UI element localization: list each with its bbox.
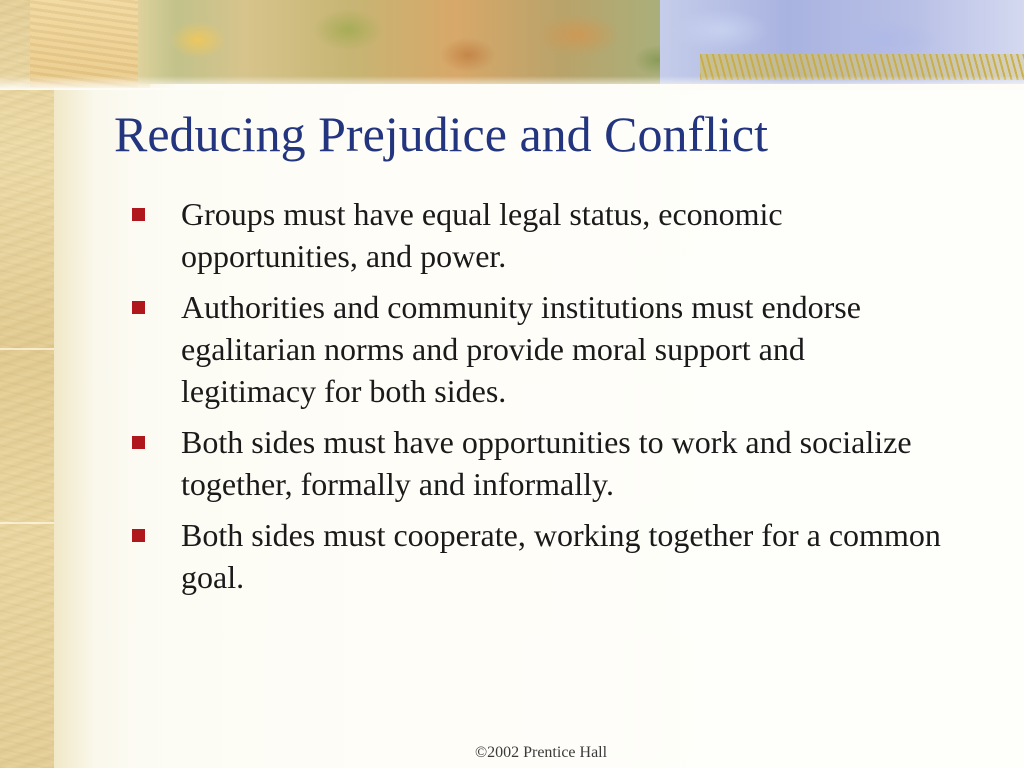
strip-seam xyxy=(0,522,54,524)
bullet-item xyxy=(130,421,980,505)
bullet-text: Authorities and community institutions must endorse egalitarian norms and provide moral support and legitimacy for both sides. xyxy=(181,289,861,409)
bullet-item xyxy=(130,286,980,412)
left-strip-fade xyxy=(54,0,94,768)
square-bullet-icon xyxy=(132,301,145,314)
strip-seam xyxy=(0,348,54,350)
bullet-list xyxy=(130,193,980,607)
square-bullet-icon xyxy=(132,436,145,449)
bullet-text: Groups must have equal legal status, economic opportunities, and power. xyxy=(181,196,783,274)
bullet-item xyxy=(130,193,980,277)
bullet-item xyxy=(130,514,980,598)
left-parchment-strip xyxy=(0,0,54,768)
slide-title: Reducing Prejudice and Conflict xyxy=(114,106,769,162)
top-decorative-banner xyxy=(0,0,1024,88)
square-bullet-icon xyxy=(132,208,145,221)
square-bullet-icon xyxy=(132,529,145,542)
banner-bottom-fade xyxy=(0,76,1024,90)
banner-autumn-leaves-image xyxy=(138,0,668,84)
bullet-text: Both sides must cooperate, working together for a common goal. xyxy=(181,517,941,595)
footer-copyright: ©2002 Prentice Hall xyxy=(474,744,608,761)
banner-fade xyxy=(138,0,178,88)
bullet-text: Both sides must have opportunities to work and socialize together, formally and informally. xyxy=(181,424,912,502)
banner-parchment xyxy=(30,0,150,88)
